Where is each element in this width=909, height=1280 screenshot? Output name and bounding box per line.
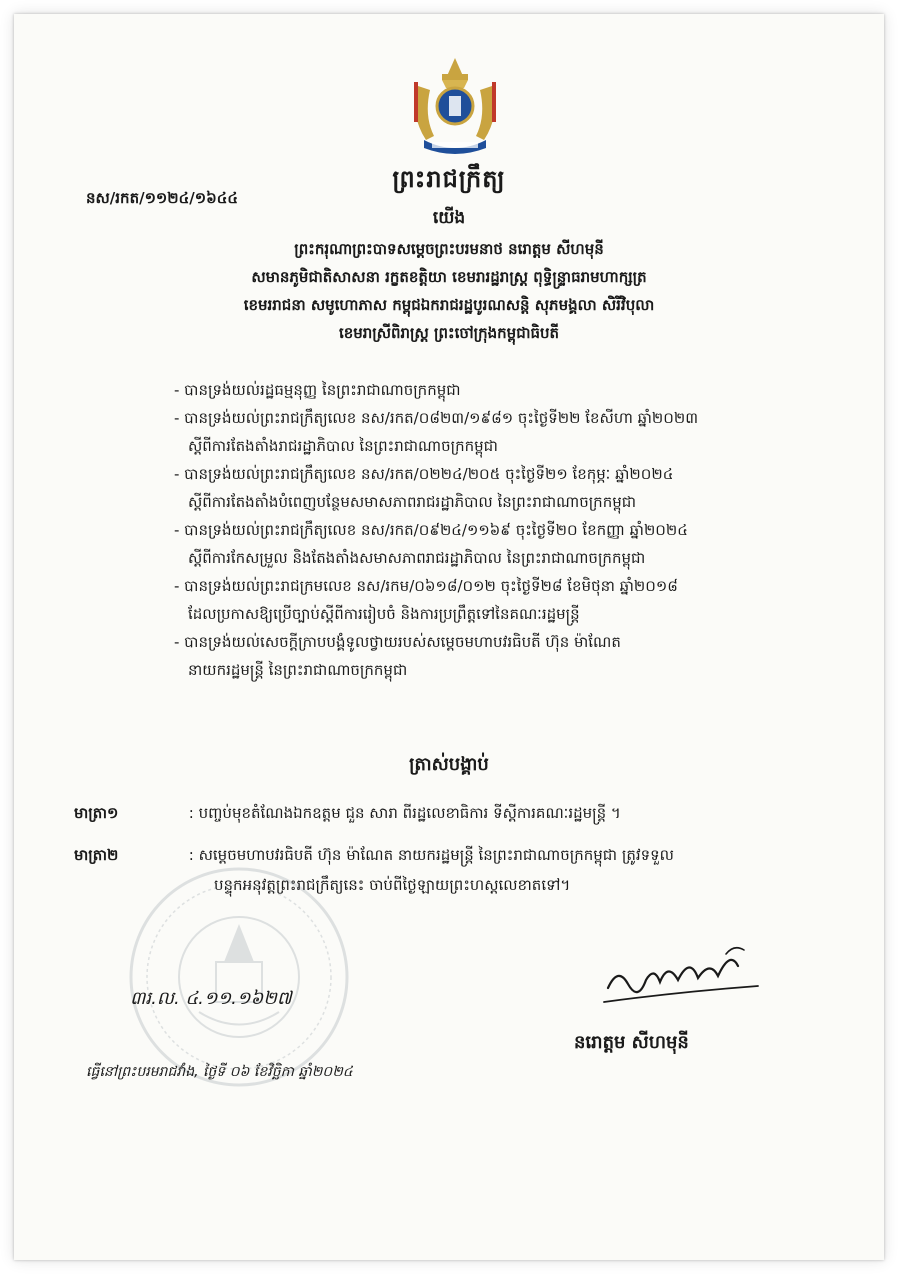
consideration-line: ស្តីពីការតែងតាំងបំពេញបន្ថែមសមាសភាពរាជរដ្ឋាភិបាល នៃព្រះរាជាណាចក្រកម្ពុជា (188, 493, 637, 511)
place-and-date: ធ្វើនៅព្រះបរមរាជវាំង, ថ្ងៃទី ០៦ ខែវិច្ឆិកា ឆ្នាំ២០២៤ (86, 1064, 353, 1080)
consideration-line: ស្តីពីការតែងតាំងរាជរដ្ឋាភិបាល នៃព្រះរាជាណាចក្រកម្ពុជា (188, 437, 498, 455)
consideration-line: ស្តីពីការកែសម្រួល និងតែងតាំងសមាសភាពរាជរដ្ឋាភិបាល នៃព្រះរាជាណាចក្រកម្ពុជា (188, 549, 646, 567)
article-1 (74, 798, 834, 828)
official-seal-icon (124, 862, 354, 1092)
article-line (74, 798, 834, 828)
consideration-item (174, 376, 834, 404)
article-separator: : (188, 846, 194, 864)
consideration-item (174, 628, 834, 684)
article-text: សម្តេចមហាបវរធិបតី ហ៊ុន ម៉ាណែត នាយករដ្ឋមន្ត្រី នៃព្រះរាជាណាចក្រកម្ពុជា ត្រូវទទួល (198, 846, 674, 864)
royal-title-line: ខេមររាជនា សមូហោភាស កម្ពុជឯករាជរដ្ឋបូរណសន្តិ សុភមង្គលា សិរីវិបុលា (243, 296, 655, 314)
article-label: មាត្រា២ (74, 846, 119, 864)
consideration-item (174, 404, 834, 460)
consideration-item (174, 460, 834, 516)
decree-number: នស/រកត/១១២៤/១៦៤៤ (86, 189, 238, 207)
royal-title-line: ព្រះករុណាព្រះបាទសម្តេចព្រះបរមនាថ នរោត្តម សីហមុនី (294, 240, 604, 258)
consideration-line: - បានទ្រង់យល់រដ្ឋធម្មនុញ្ញ នៃព្រះរាជាណាចក្រកម្ពុជា (174, 381, 461, 399)
document-sheet (14, 14, 884, 1260)
article-separator: : (188, 804, 194, 822)
article-label: មាត្រា១ (74, 804, 119, 822)
consideration-line: - បានទ្រង់យល់ព្រះរាជក្រមលេខ នស/រកម/០៦១៨/០១២ ចុះថ្ងៃទី២៨ ខែមិថុនា ឆ្នាំ២០១៨ (174, 577, 678, 595)
document-title: ព្រះរាជក្រឹត្យ (392, 165, 506, 193)
article-text: បន្ទុកអនុវត្តព្រះរាជក្រឹត្យនេះ ចាប់ពីថ្ងៃឡាយព្រះហស្តលេខាតទៅ។ (214, 876, 571, 894)
royal-title-line: សមានភូមិជាតិសាសនា រក្ខតខត្តិយា ខេមរារដ្ឋរាស្ត្រ ពុទ្ធិន្ទ្រាធរាមហាក្សត្រ (251, 268, 647, 286)
article-text: បញ្ចប់មុខតំណែងឯកឧត្តម ជួន សារា ពីរដ្ឋលេខាធិការ ទីស្តីការគណៈរដ្ឋមន្ត្រី ។ (198, 804, 621, 822)
signer-name: នរោត្តម សីហមុនី (574, 1032, 689, 1053)
consideration-line: ដែលប្រកាសឱ្យប្រើច្បាប់ស្តីពីការរៀបចំ និងការប្រព្រឹត្តទៅនៃគណៈរដ្ឋមន្ត្រី (188, 605, 580, 623)
royal-coat-of-arms-icon (406, 56, 504, 160)
decree-heading: ត្រាស់បង្គាប់ (409, 754, 489, 775)
consideration-item (174, 572, 834, 628)
consideration-line: - បានទ្រង់យល់ព្រះរាជក្រឹត្យលេខ នស/រកត/០៩២៤/១១៦៩ ចុះថ្ងៃទី២០ ខែកញ្ញា ឆ្នាំ២០២៤ (174, 521, 688, 539)
consideration-line: - បានទ្រង់យល់ព្រះរាជក្រឹត្យលេខ នស/រកត/០២២៤/២០៥ ចុះថ្ងៃទី២១ ខែកុម្ភៈ ឆ្នាំ២០២៤ (174, 465, 674, 483)
registration-number: ៣រ.ល. ៤.១១.១៦២៧ (130, 988, 292, 1009)
considerations-list (174, 376, 834, 684)
consideration-line: - បានទ្រង់យល់ព្រះរាជក្រឹត្យលេខ នស/រកត/០៨២៣/១៩៨១ ចុះថ្ងៃទី២២ ខែសីហា ឆ្នាំ២០២៣ (174, 409, 699, 427)
we-heading: យើង (432, 208, 466, 228)
consideration-line: នាយករដ្ឋមន្ត្រី នៃព្រះរាជាណាចក្រកម្ពុជា (188, 661, 408, 679)
handwritten-signature-icon (598, 936, 768, 1016)
royal-title-line: ខេមរាស្រីពិរាស្ត្រ ព្រះចៅក្រុងកម្ពុជាធិបតី (338, 324, 560, 342)
consideration-item (174, 516, 834, 572)
consideration-line: - បានទ្រង់យល់សេចក្តីក្រាបបង្គំទូលថ្វាយរបស់សម្តេចមហាបវរធិបតី ហ៊ុន ម៉ាណែត (174, 633, 621, 651)
